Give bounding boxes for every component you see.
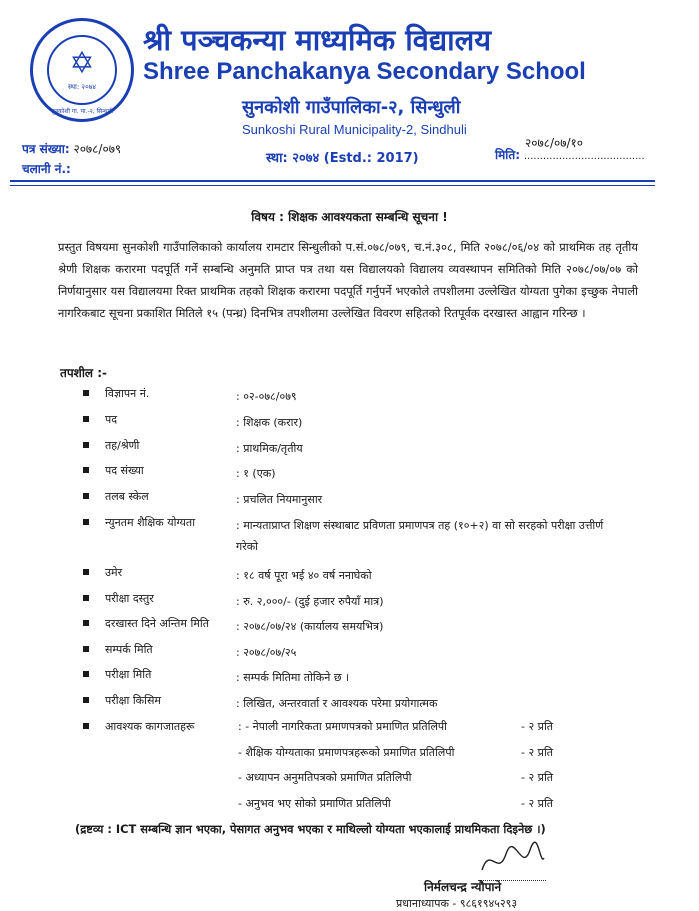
bullet-icon xyxy=(83,493,89,499)
issue-date-label: मिति: xyxy=(495,148,521,162)
school-name-nepali: श्री पञ्चकन्या माध्यमिक विद्यालय xyxy=(143,23,492,57)
seal-est-text: स्था: २०७४ xyxy=(67,83,96,91)
detail-value: : मान्यताप्राप्त शिक्षण संस्थाबाट प्रविणता प्रमाणपत्र तह (१०+२) वा सो सरहको परीक्षा उत्तीर्ण गरेको xyxy=(236,519,604,553)
detail-value: : रु. २,०००/- (दुई हजार रुपैयाँ मात्र) xyxy=(236,595,384,608)
established-text: स्था: २०७४ (Estd.: 2017) xyxy=(266,151,419,166)
seal-emblem xyxy=(47,35,117,105)
detail-label: दरखास्त दिने अन्तिम मिति xyxy=(105,617,210,630)
letter-number-label: पत्र संख्या: xyxy=(22,142,70,156)
detail-label: तह/श्रेणी xyxy=(105,439,140,452)
details-heading: तपशील :- xyxy=(60,366,108,380)
document-text: - अनुभव भए सोको प्रमाणित प्रतिलिपी xyxy=(238,797,391,810)
bullet-icon xyxy=(83,467,89,473)
bullet-icon xyxy=(83,697,89,703)
bullet-icon xyxy=(83,390,89,396)
detail-value: : प्राथमिक/तृतीय xyxy=(236,442,303,455)
seal-bottom-text: सुनकोशी गा. पा.-२, सिन्धुली xyxy=(50,108,114,115)
document-text: - अध्यापन अनुमतिपत्रको प्रमाणित प्रतिलिपी xyxy=(238,771,412,784)
dispatch-number-label: चलानी नं.: xyxy=(22,162,71,176)
document-count: - २ प्रति xyxy=(521,797,554,810)
detail-label: परीक्षा मिति xyxy=(105,668,152,681)
issue-date xyxy=(495,136,645,163)
signature-area xyxy=(478,840,546,881)
school-seal xyxy=(30,18,134,122)
detail-value: : शिक्षक (करार) xyxy=(236,416,303,429)
detail-label: सम्पर्क मिति xyxy=(105,643,153,656)
letter-number xyxy=(22,140,121,157)
issue-date-value: २०७८/०७/१० xyxy=(525,136,584,150)
bullet-icon xyxy=(83,569,89,575)
document-count: - २ प्रति xyxy=(521,720,554,733)
header-divider xyxy=(10,180,655,182)
detail-label: परीक्षा दस्तुर xyxy=(105,592,154,605)
bullet-icon xyxy=(83,442,89,448)
notice-subject: विषय : शिक्षक आवश्यकता सम्बन्धि सूचना ! xyxy=(251,210,448,224)
school-name-english: Shree Panchakanya Secondary School xyxy=(143,58,586,85)
star-icon: ✡ xyxy=(69,46,95,81)
municipality-english: Sunkoshi Rural Municipality-2, Sindhuli xyxy=(242,122,467,137)
document-text: - शैक्षिक योग्यताका प्रमाणपत्रहरूको प्रमाणित प्रतिलिपी xyxy=(238,746,455,759)
bullet-icon xyxy=(83,646,89,652)
municipality-nepali: सुनकोशी गाउँपालिका-२, सिन्धुली xyxy=(242,97,461,118)
notice-body: प्रस्तुत विषयमा सुनकोशी गाउँपालिकाको कार्यालय रामटार सिन्धुलीको प.सं.०७८/०७९, च.नं.३०८, मिति २०७८/०६/०४ को प्राथमिक तह तृतीय श्रेणी शिक्षक करारमा पदपूर्ति गर्ने सम्बन्धि अनुमति प्राप्त पत्र तथा यस विद्यालयको विद्यालय व्यवस्थापन समितिको मिति २०७८/०७/०७ को निर्णयानुसार यस विद्यालयमा रिक्त प्राथमिक तहको शिक्षक करारमा पदपूर्ति गर्नुपर्ने भएकोले तपशीलमा उल्लेखित योग्यता पुगेका इच्छुक नेपाली नागरिकबाट सूचना प्रकाशित मितिले १५ (पन्ध्र) दिनभित्र तपशीलमा उल्लेखित विवरण सहितको रितपूर्वक दरखास्त आह्वान गरिन्छ । xyxy=(58,240,638,321)
detail-label: पद xyxy=(105,413,118,426)
detail-value: : २०७८/०७/२४ (कार्यालय समयभित्र) xyxy=(236,620,384,633)
bullet-icon xyxy=(83,519,89,525)
detail-label: आवश्यक कागजातहरू xyxy=(105,720,195,733)
note-text: (द्रष्टव्य : ICT सम्बन्धि ज्ञान भएका, पेसागत अनुभव भएका र माथिल्लो योग्यता भएकालाई प्राथमिकता दिइनेछ ।) xyxy=(75,822,546,836)
dispatch-number xyxy=(22,160,71,177)
issue-date-line: ...................................... xyxy=(523,151,645,162)
detail-value: : प्रचलित नियमानुसार xyxy=(236,493,323,506)
signatory-title: प्रधानाध्यापक - ९८६१९४५२९३ xyxy=(396,897,518,910)
letter-number-value: २०७८/०७९ xyxy=(73,142,122,156)
bullet-icon xyxy=(83,416,89,422)
document-text: : - नेपाली नागरिकता प्रमाणपत्रको प्रमाणित प्रतिलिपी xyxy=(238,720,448,733)
detail-label: तलब स्केल xyxy=(105,490,149,503)
signatory-name: निर्मलचन्द्र न्यौपाने xyxy=(424,880,502,894)
detail-label: उमेर xyxy=(105,566,123,579)
bullet-icon xyxy=(83,620,89,626)
detail-value: : १८ वर्ष पूरा भई ४० वर्ष ननाघेको xyxy=(236,569,372,582)
header-divider-thin xyxy=(10,185,655,186)
detail-value: : २०७८/०७/२५ xyxy=(236,646,297,659)
detail-value: : ०२-०७८/०७९ xyxy=(236,390,297,403)
document-count: - २ प्रति xyxy=(521,746,554,759)
bullet-icon xyxy=(83,595,89,601)
detail-label: पद संख्या xyxy=(105,464,144,477)
detail-value: : लिखित, अन्तरवार्ता र आवश्यक परेमा प्रयोगात्मक xyxy=(236,697,438,710)
detail-value: : १ (एक) xyxy=(236,467,276,480)
detail-label: परीक्षा किसिम xyxy=(105,694,161,707)
detail-label: न्युनतम शैक्षिक योग्यता xyxy=(105,516,196,529)
signature-scribble-icon xyxy=(478,840,546,880)
detail-label: विज्ञापन नं. xyxy=(105,387,150,400)
document-count: - २ प्रति xyxy=(521,771,554,784)
detail-value: : सम्पर्क मितिमा तोकिने छ । xyxy=(236,671,350,684)
bullet-icon xyxy=(83,671,89,677)
bullet-icon xyxy=(83,723,89,729)
